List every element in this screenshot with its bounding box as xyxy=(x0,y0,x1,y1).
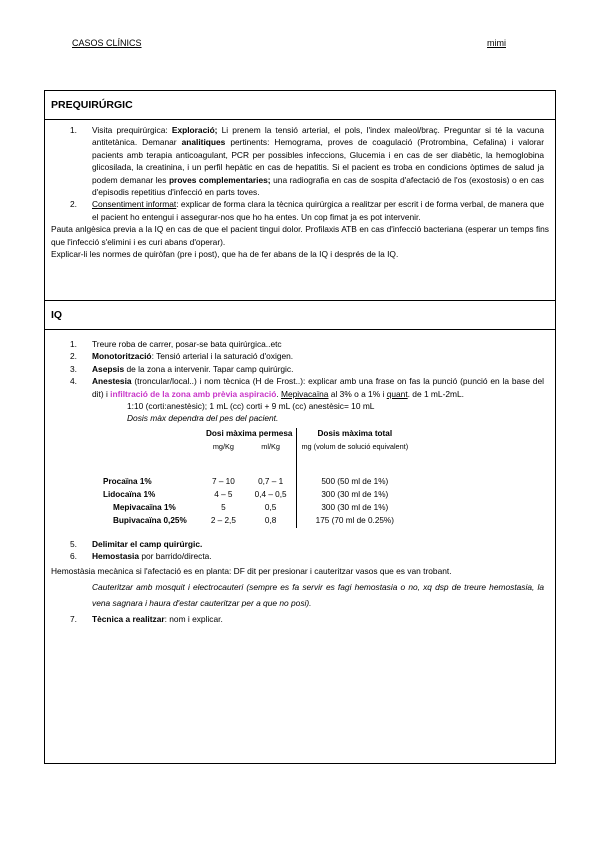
text-segment: analitiques xyxy=(181,137,226,148)
list-item xyxy=(48,375,552,400)
list-number: 5. xyxy=(70,538,77,549)
dose-formula: 1:10 (corti:anestèsic); 1 mL (cc) corti + 9 mL (cc) anestèsic= 10 mL xyxy=(127,401,375,412)
hemostasia-note: Hemostàsia mecànica si l'afectació es en planta: DF dit per presionar i cauteritzar vasos que es van trobant. xyxy=(51,565,452,576)
list-number: 2. xyxy=(70,351,77,362)
iq-list-final xyxy=(48,613,552,625)
text-segment: Tècnica a realitzar xyxy=(92,613,165,624)
table-row xyxy=(103,476,412,489)
note-analgesia: Pauta anlgèsica previa a la IQ en cas de que el pacient tingui dolor. Profilaxis ATB en cas d'infecció bacteriana (esperar un temps fins que l'infecció s'elimini i es curi abans d'operar). xyxy=(51,224,549,247)
text-segment: pertinents: Hemograma, proves de coagulació (Protrombina, Cefalina) i valorar pacients amb terapia anticoagulant, PCR per possibles infeccions, Glucemia i en cas de ser diabètic, la hemoglobina glicosilada, la creatinina, i un perfil hepàtic en cas de hepatitis. Si el pacient es troba en condicions òptimes de salud ja podem demanar les xyxy=(92,137,544,185)
drug-name: Procaïna 1% xyxy=(103,476,152,486)
drug-mgkg: 2 – 2,5 xyxy=(210,515,236,525)
text-segment: por barrido/directa. xyxy=(139,551,212,562)
text-segment: Consentiment informat xyxy=(92,199,177,210)
drug-name: Bupivacaïna 0,25% xyxy=(113,515,187,525)
list-item xyxy=(48,198,552,223)
drug-mlkg: 0,5 xyxy=(264,502,277,512)
text-segment: de la zona a intervenir. Tapar camp quirúrgic. xyxy=(124,363,294,374)
table-head-total: Dosis màxima total xyxy=(297,428,412,441)
text-segment: Treure roba de carrer, posar-se bata quirúrgica..etc xyxy=(92,339,282,349)
iq-list-continued xyxy=(48,538,552,563)
drug-total: 300 (30 ml de 1%) xyxy=(297,502,412,515)
list-item xyxy=(48,338,552,350)
drug-total: 175 (70 ml de 0.25%) xyxy=(297,515,412,528)
iq-list xyxy=(48,338,552,400)
drug-mgkg: 7 – 10 xyxy=(211,476,235,486)
text-segment: Asepsis xyxy=(92,363,125,374)
list-item xyxy=(48,538,552,550)
text-segment: Anestesia xyxy=(92,376,132,387)
text-segment: Delimitar el camp quirúrgic. xyxy=(92,538,203,549)
text-segment: infiltració de la zona amb prèvia aspiració xyxy=(110,388,277,399)
drug-total: 500 (50 ml de 1%) xyxy=(297,476,412,489)
section-title: IQ xyxy=(45,301,555,330)
list-number: 7. xyxy=(70,613,77,624)
text-segment: Exploració; xyxy=(171,125,218,135)
list-number: 1. xyxy=(70,339,77,349)
drug-total: 300 (30 ml de 1%) xyxy=(297,489,412,502)
text-segment: quant xyxy=(386,388,408,399)
text-segment: al 3% o a 1% i xyxy=(328,388,387,399)
list-number: 4. xyxy=(70,376,77,387)
list-number: 2. xyxy=(70,199,77,210)
text-segment: Hemostasia xyxy=(92,551,140,562)
table-head-max-dose: Dosi màxima permesa xyxy=(206,428,293,438)
text-segment: : explicar de forma clara la tècnica quirúrgica a realitzar per escrit i de forma verbal, de manera que el pacient ho entengui i assegurar-nos que ho ha entes. Un cop fimat ja es pot intervenir. xyxy=(92,199,545,222)
text-segment: : nom i explicar. xyxy=(164,613,223,624)
drug-mlkg: 0,4 – 0,5 xyxy=(254,489,287,499)
table-row xyxy=(103,515,412,528)
text-segment: Monotorització xyxy=(92,351,152,362)
list-item xyxy=(48,350,552,362)
dose-table xyxy=(103,428,412,528)
section-title: PREQUIRÚRGIC xyxy=(45,91,555,120)
prequirurgic-list xyxy=(48,124,552,223)
table-spacer-row xyxy=(103,454,412,476)
list-number: 3. xyxy=(70,363,77,374)
drug-mgkg: 5 xyxy=(221,502,226,512)
text-segment: una radiografia en cas de sospita d'afectació de l'os (exostosis) o en cas d'episodis repetitius d'infecció en parts toves. xyxy=(92,174,544,198)
list-item xyxy=(48,124,552,198)
header-left: CASOS CLÍNICS xyxy=(72,38,142,48)
drug-name: Mepivacaïna 1% xyxy=(113,502,176,512)
drug-mgkg: 4 – 5 xyxy=(214,489,233,499)
cauterize-note: Cauteritzar amb mosquit i electrocauteri (sempre es fa servir es fagi hemostasia o no, xq dsp de treure hemostasia, la vena sagnara i haura d'estar cauteritzar per a que no posi). xyxy=(92,581,544,608)
list-number: 1. xyxy=(70,125,77,135)
dose-note: Dosis màx dependra del pes del pacient. xyxy=(127,413,279,424)
table-row xyxy=(103,502,412,515)
list-number: 6. xyxy=(70,551,77,562)
list-item xyxy=(48,550,552,562)
table-sub-mgkg: mg/Kg xyxy=(212,441,234,451)
table-subheader-row xyxy=(103,441,412,454)
drug-mlkg: 0,8 xyxy=(264,515,277,525)
table-sub-volume: mg (volum de solució equivalent) xyxy=(297,441,412,454)
header-right: mimi xyxy=(487,38,506,48)
table-sub-mlkg: ml/Kg xyxy=(261,441,280,451)
iq-section xyxy=(44,300,556,764)
drug-name: Lidocaïna 1% xyxy=(103,489,156,499)
note-quirofan: Explicar-li les normes de quiròfan (pre i post), que ha de fer abans de la IQ i després de la IQ. xyxy=(51,249,399,260)
text-segment: (troncular/local..) i nom tècnica (H de Frost..): explicar amb una frase on fas la punció (punció en la base del dit) i xyxy=(92,376,544,399)
drug-mlkg: 0,7 – 1 xyxy=(258,476,284,486)
text-segment: : Tensió arterial i la saturació d'oxigen. xyxy=(151,351,294,362)
text-segment: Li prenem la tensió arterial, el pols, l'index maleol/braç. Preguntar si té la vacuna antitetànica. Demanar xyxy=(92,125,544,148)
table-header-row xyxy=(103,428,412,441)
prequirurgic-section xyxy=(44,90,556,301)
text-segment: proves complementaries; xyxy=(168,174,271,185)
list-item xyxy=(48,613,552,625)
text-segment: . xyxy=(276,388,281,399)
text-segment: Mepivacaïna xyxy=(280,388,329,399)
table-row xyxy=(103,489,412,502)
text-segment: . de 1 mL-2mL. xyxy=(407,388,464,399)
text-segment: Visita prequirúrgica: xyxy=(92,125,172,135)
list-item xyxy=(48,363,552,375)
